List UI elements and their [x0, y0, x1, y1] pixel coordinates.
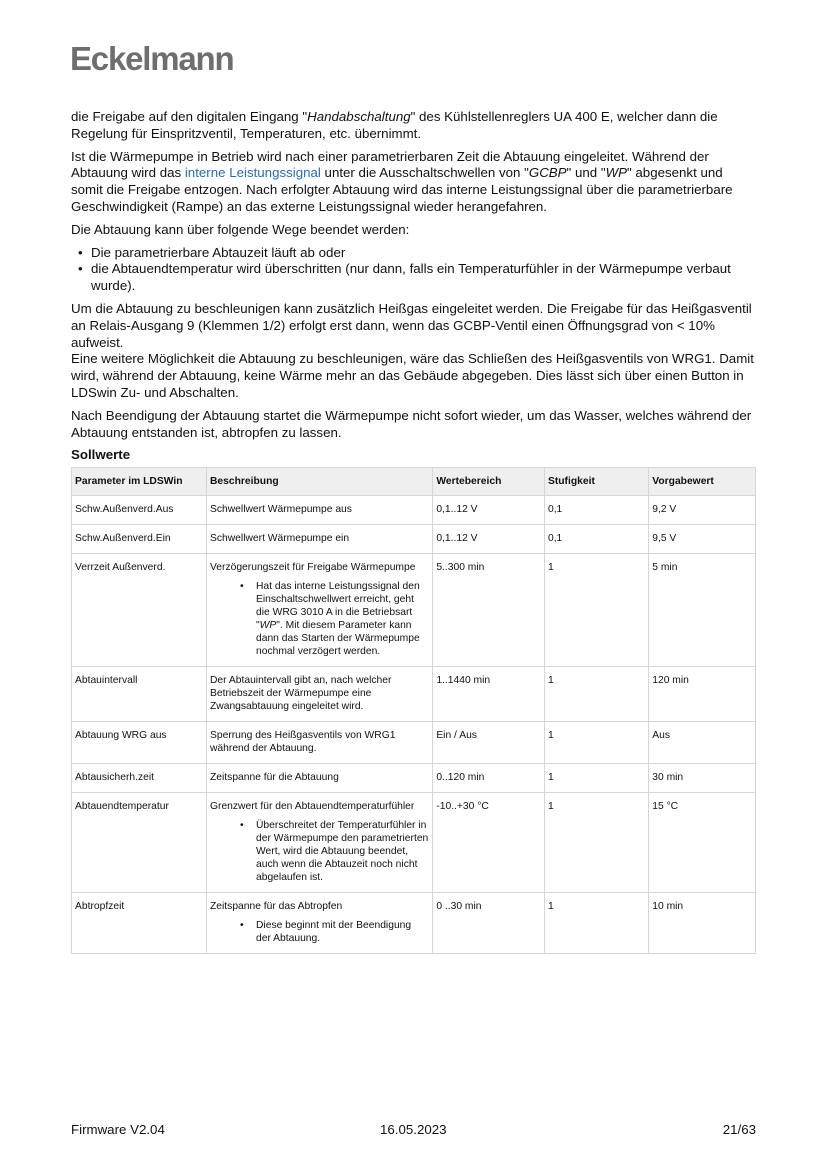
footer-date: 16.05.2023	[380, 1122, 447, 1137]
bullet-list	[71, 245, 757, 295]
step-cell: 0,1	[544, 496, 648, 525]
range-cell: 0,1..12 V	[433, 525, 545, 554]
text-run: ". Mit diesem Parameter kann dann das Starten der Wärmepumpe nochmal verzögert werden.	[256, 620, 420, 658]
list-item: • Die parametrierbare Abtauzeit läuft ab oder	[91, 245, 757, 262]
desc-note	[240, 580, 428, 658]
text-run: " und "	[566, 165, 606, 181]
table-row	[72, 722, 756, 764]
default-cell: Aus	[649, 722, 756, 764]
step-cell: 1	[544, 554, 648, 667]
link-interne-leistungssignal[interactable]: interne Leistungssignal	[184, 165, 321, 181]
emphasis-text: Handabschaltung	[307, 109, 411, 124]
default-cell: 5 min	[649, 554, 756, 667]
table-row	[72, 893, 756, 954]
step-cell: 1	[544, 722, 648, 764]
range-cell: 1..1440 min	[433, 667, 545, 722]
sollwerte-table	[71, 467, 756, 954]
desc-cell: Schwellwert Wärmepumpe aus	[207, 496, 433, 525]
desc-cell: Sperrung des Heißgasventils von WRG1 während der Abtauung.	[207, 722, 433, 764]
paragraph-abtropfen: Nach Beendigung der Abtauung startet die Wärmepumpe nicht sofort wieder, um das Wasser, welches während der Abtauung entstanden ist, abtropfen zu lassen.	[71, 407, 752, 440]
company-logo: Eckelmann	[70, 40, 234, 77]
step-cell: 1	[544, 667, 648, 722]
desc-cell	[207, 554, 433, 667]
default-cell: 10 min	[649, 893, 756, 954]
document-body	[71, 109, 757, 954]
step-cell: 1	[544, 893, 648, 954]
text-run: die Freigabe auf den digitalen Eingang "	[71, 109, 308, 124]
text-run: " abgesenkt und somit die Freigabe entzogen. Nach erfolgter Abtauung wird das interne Leistungssignal über die parametrierbare Geschwindigkeit (Rampe) an das externe Leistungssignal wieder herangefahren.	[71, 165, 733, 214]
param-cell: Abtauintervall	[72, 667, 207, 722]
column-header: Beschreibung	[207, 468, 433, 496]
desc-cell: Der Abtauintervall gibt an, nach welcher Betriebszeit der Wärmepumpe eine Zwangsabtauung eingeleitet wird.	[207, 667, 433, 722]
step-cell: 1	[544, 793, 648, 893]
range-cell: 0,1..12 V	[433, 496, 545, 525]
text-run: Ist die Wärmepumpe in Betrieb wird nach einer parametrierbaren Zeit die Abtauung eingeleitet. Während der Abtauung wird das	[71, 148, 709, 181]
step-cell: 0,1	[544, 525, 648, 554]
text-run: " des Kühlstellenreglers UA 400 E, welcher dann die Regelung für Einspritzventil, Temperaturen, etc. übernimmt.	[71, 109, 718, 141]
desc-cell: Schwellwert Wärmepumpe ein	[207, 525, 433, 554]
range-cell: 5..300 min	[433, 554, 545, 667]
table-row	[72, 554, 756, 667]
table-row	[72, 793, 756, 893]
default-cell: 9,2 V	[649, 496, 756, 525]
range-cell: -10..+30 °C	[433, 793, 545, 893]
list-item: • die Abtauendtemperatur wird überschritten (nur dann, falls ein Temperaturfühler in der Wärmepumpe verbaut wurde).	[91, 261, 757, 295]
table-row	[72, 764, 756, 793]
emphasis-text: WP	[605, 165, 627, 181]
param-cell: Verrzeit Außenverd.	[72, 554, 207, 667]
desc-text: Verzögerungszeit für Freigabe Wärmepumpe	[210, 562, 416, 574]
desc-text: Zeitspanne für das Abtropfen	[210, 901, 343, 913]
param-cell: Abtropfzeit	[72, 893, 207, 954]
text-run: Um die Abtauung zu beschleunigen kann zusätzlich Heißgas eingeleitet werden. Die Freigabe für das Heißgasventil an Relais-Ausgang 9 (Klemmen 1/2) erfolgt erst dann, wenn das GCBP-Ventil einen Öffnungsgrad von < 10% aufweist.	[71, 300, 752, 350]
desc-text: Grenzwert für den Abtauendtemperaturfühler	[210, 801, 415, 813]
desc-note: • Diese beginnt mit der Beendigung der Abtauung.	[240, 919, 428, 945]
default-cell: 120 min	[649, 667, 756, 722]
footer-firmware: Firmware V2.04	[71, 1122, 165, 1137]
emphasis-text: WP	[259, 620, 277, 632]
range-cell: 0..120 min	[433, 764, 545, 793]
text-run: Eine weitere Möglichkeit die Abtauung zu beschleunigen, wäre das Schließen des Heißgasventils von WRG1. Damit wird, während der Abtauung, keine Wärme mehr an das Gebäude abgegeben. Dies lässt sich über einen Button in LDSwin Zu- und Abschalten.	[71, 351, 754, 400]
param-cell: Schw.Außenverd.Aus	[72, 496, 207, 525]
column-header: Parameter im LDSWin	[72, 468, 207, 496]
table-row	[72, 496, 756, 525]
footer-page-number: 21/63	[722, 1122, 756, 1137]
desc-cell	[207, 793, 433, 893]
column-header: Vorgabewert	[649, 468, 756, 496]
step-cell: 1	[544, 764, 648, 793]
param-cell: Abtausicherh.zeit	[72, 764, 207, 793]
column-header: Wertebereich	[433, 468, 545, 496]
paragraph-beenden: Die Abtauung kann über folgende Wege beendet werden:	[71, 221, 410, 237]
paragraph-heissgas	[71, 301, 757, 402]
param-cell: Schw.Außenverd.Ein	[72, 525, 207, 554]
desc-note: • Überschreitet der Temperaturfühler in der Wärmepumpe den parametrierten Wert, wird die Abtauung beendet, auch wenn die Abtauzeit noch nicht abgelaufen ist.	[240, 819, 428, 884]
range-cell: Ein / Aus	[433, 722, 545, 764]
table-row	[72, 667, 756, 722]
param-cell: Abtauendtemperatur	[72, 793, 207, 893]
text-run: Hat das interne Leistungssignal den Einschaltschwellwert erreicht, geht die WRG 3010 A in die Betriebsart "	[256, 581, 420, 632]
paragraph-abtauung	[71, 149, 757, 216]
emphasis-text: GCBP	[528, 165, 567, 181]
desc-cell	[207, 893, 433, 954]
column-header: Stufigkeit	[544, 468, 648, 496]
table-row	[72, 525, 756, 554]
desc-cell: Zeitspanne für die Abtauung	[207, 764, 433, 793]
param-cell: Abtauung WRG aus	[72, 722, 207, 764]
table-header-row	[72, 468, 756, 496]
paragraph-handabschaltung	[71, 109, 757, 143]
range-cell: 0 ..30 min	[433, 893, 545, 954]
default-cell: 9,5 V	[649, 525, 756, 554]
section-heading: Sollwerte	[71, 447, 131, 463]
text-run: unter die Ausschaltschwellen von "	[320, 165, 529, 181]
default-cell: 30 min	[649, 764, 756, 793]
default-cell: 15 °C	[649, 793, 756, 893]
